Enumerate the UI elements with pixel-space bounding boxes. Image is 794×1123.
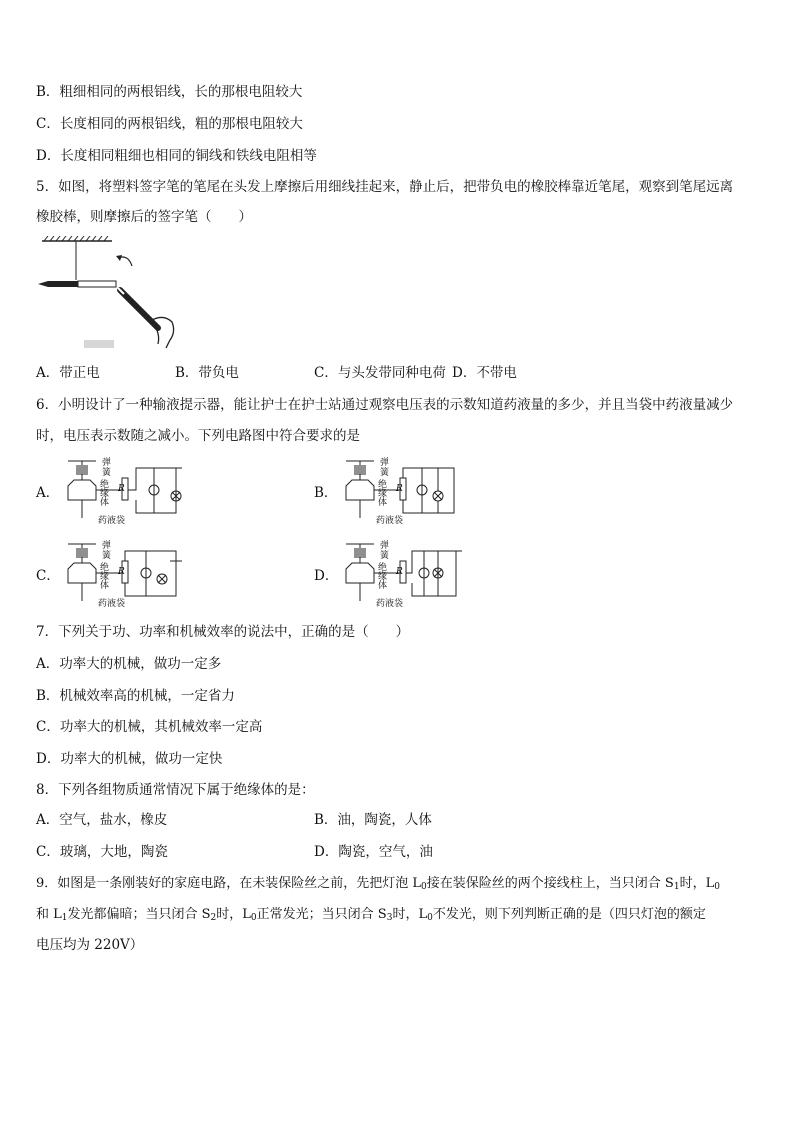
bag-label: 药液袋 [98, 516, 126, 526]
bag-label: 药液袋 [98, 599, 126, 609]
bag-label: 药液袋 [376, 599, 404, 609]
q4-option-b: B．粗细相同的两根铝线，长的那根电阻较大 [36, 84, 303, 100]
resistor-label: R [396, 567, 403, 577]
insulator-label: 绝缘体 [100, 563, 110, 591]
q6-label-b: B． [314, 485, 338, 501]
q7-option-b: B．机械效率高的机械，一定省力 [36, 688, 235, 704]
resistor-label: R [396, 484, 403, 494]
q9-stem-line2: 和 $L_1$发光都偏暗；当只闭合 $S_2$时，$L_0$正常发光；当只闭合 $S_3$时，$L_0$不发光，则下列判断正确的是（四只灯泡的额定 [36, 907, 706, 923]
circuit-diagram-d [344, 541, 464, 611]
q7-option-d: D．功率大的机械，做功一定快 [36, 751, 223, 767]
q5-option-d: D．不带电 [452, 365, 517, 381]
q8-option-c: C．玻璃，大地，陶瓷 [36, 844, 168, 860]
q7-stem: 7．下列关于功、功率和机械效率的说法中，正确的是（ ） [36, 624, 410, 640]
q8-stem: 8．下列各组物质通常情况下属于绝缘体的是： [36, 782, 315, 798]
spring-label: 弹簧 [102, 541, 112, 561]
q5-stem-line1: 5．如图，将塑料签字笔的笔尾在头发上摩擦后用细线挂起来，静止后，把带负电的橡胶棒靠近笔尾，观察到笔尾远离 [36, 179, 734, 195]
pen-rod-figure [34, 236, 184, 356]
spring-label: 弹簧 [380, 458, 390, 478]
q9-stem-line3: 电压均为 220V） [36, 937, 144, 953]
spring-label: 弹簧 [102, 458, 112, 478]
spring-label: 弹簧 [380, 541, 390, 561]
resistor-label: R [118, 484, 125, 494]
q7-option-a: A．功率大的机械，做功一定多 [36, 656, 222, 672]
insulator-label: 绝缘体 [378, 563, 388, 591]
q8-option-b: B．油，陶瓷，人体 [314, 812, 432, 828]
q5-option-a: A．带正电 [36, 365, 100, 381]
q7-option-c: C．功率大的机械，其机械效率一定高 [36, 719, 263, 735]
circuit-diagram-c [66, 541, 186, 611]
q9-stem-line1: 9．如图是一条刚装好的家庭电路，在未装保险丝之前，先把灯泡 $L_0$接在装保险丝的两个接线柱上，当只闭合 $S_1$时，$L_0$ [36, 876, 720, 892]
q4-option-c: C．长度相同的两根铝线，粗的那根电阻较大 [36, 116, 303, 132]
q5-option-b: B．带负电 [175, 365, 239, 381]
q6-label-a: A． [36, 485, 60, 501]
resistor-label: R [118, 567, 125, 577]
insulator-label: 绝缘体 [100, 480, 110, 508]
q5-option-c: C．与头发带同种电荷 [314, 365, 446, 381]
q8-option-d: D．陶瓷，空气，油 [314, 844, 433, 860]
circuit-diagram-a [66, 458, 186, 528]
insulator-label: 绝缘体 [378, 480, 388, 508]
q4-option-d: D．长度相同粗细也相同的铜线和铁线电阻相等 [36, 148, 317, 164]
q6-stem-line1: 6．小明设计了一种输液提示器，能让护士在护士站通过观察电压表的示数知道药液量的多少，并且当袋中药液量减少 [36, 397, 734, 413]
q6-stem-line2: 时，电压表示数随之减小。下列电路图中符合要求的是 [36, 428, 360, 444]
bag-label: 药液袋 [376, 516, 404, 526]
q8-option-a: A．空气，盐水，橡皮 [36, 812, 168, 828]
q6-label-d: D． [314, 568, 339, 584]
q6-label-c: C． [36, 568, 60, 584]
circuit-diagram-b [344, 458, 464, 528]
q5-stem-line2: 橡胶棒，则摩擦后的签字笔（ ） [36, 209, 252, 225]
